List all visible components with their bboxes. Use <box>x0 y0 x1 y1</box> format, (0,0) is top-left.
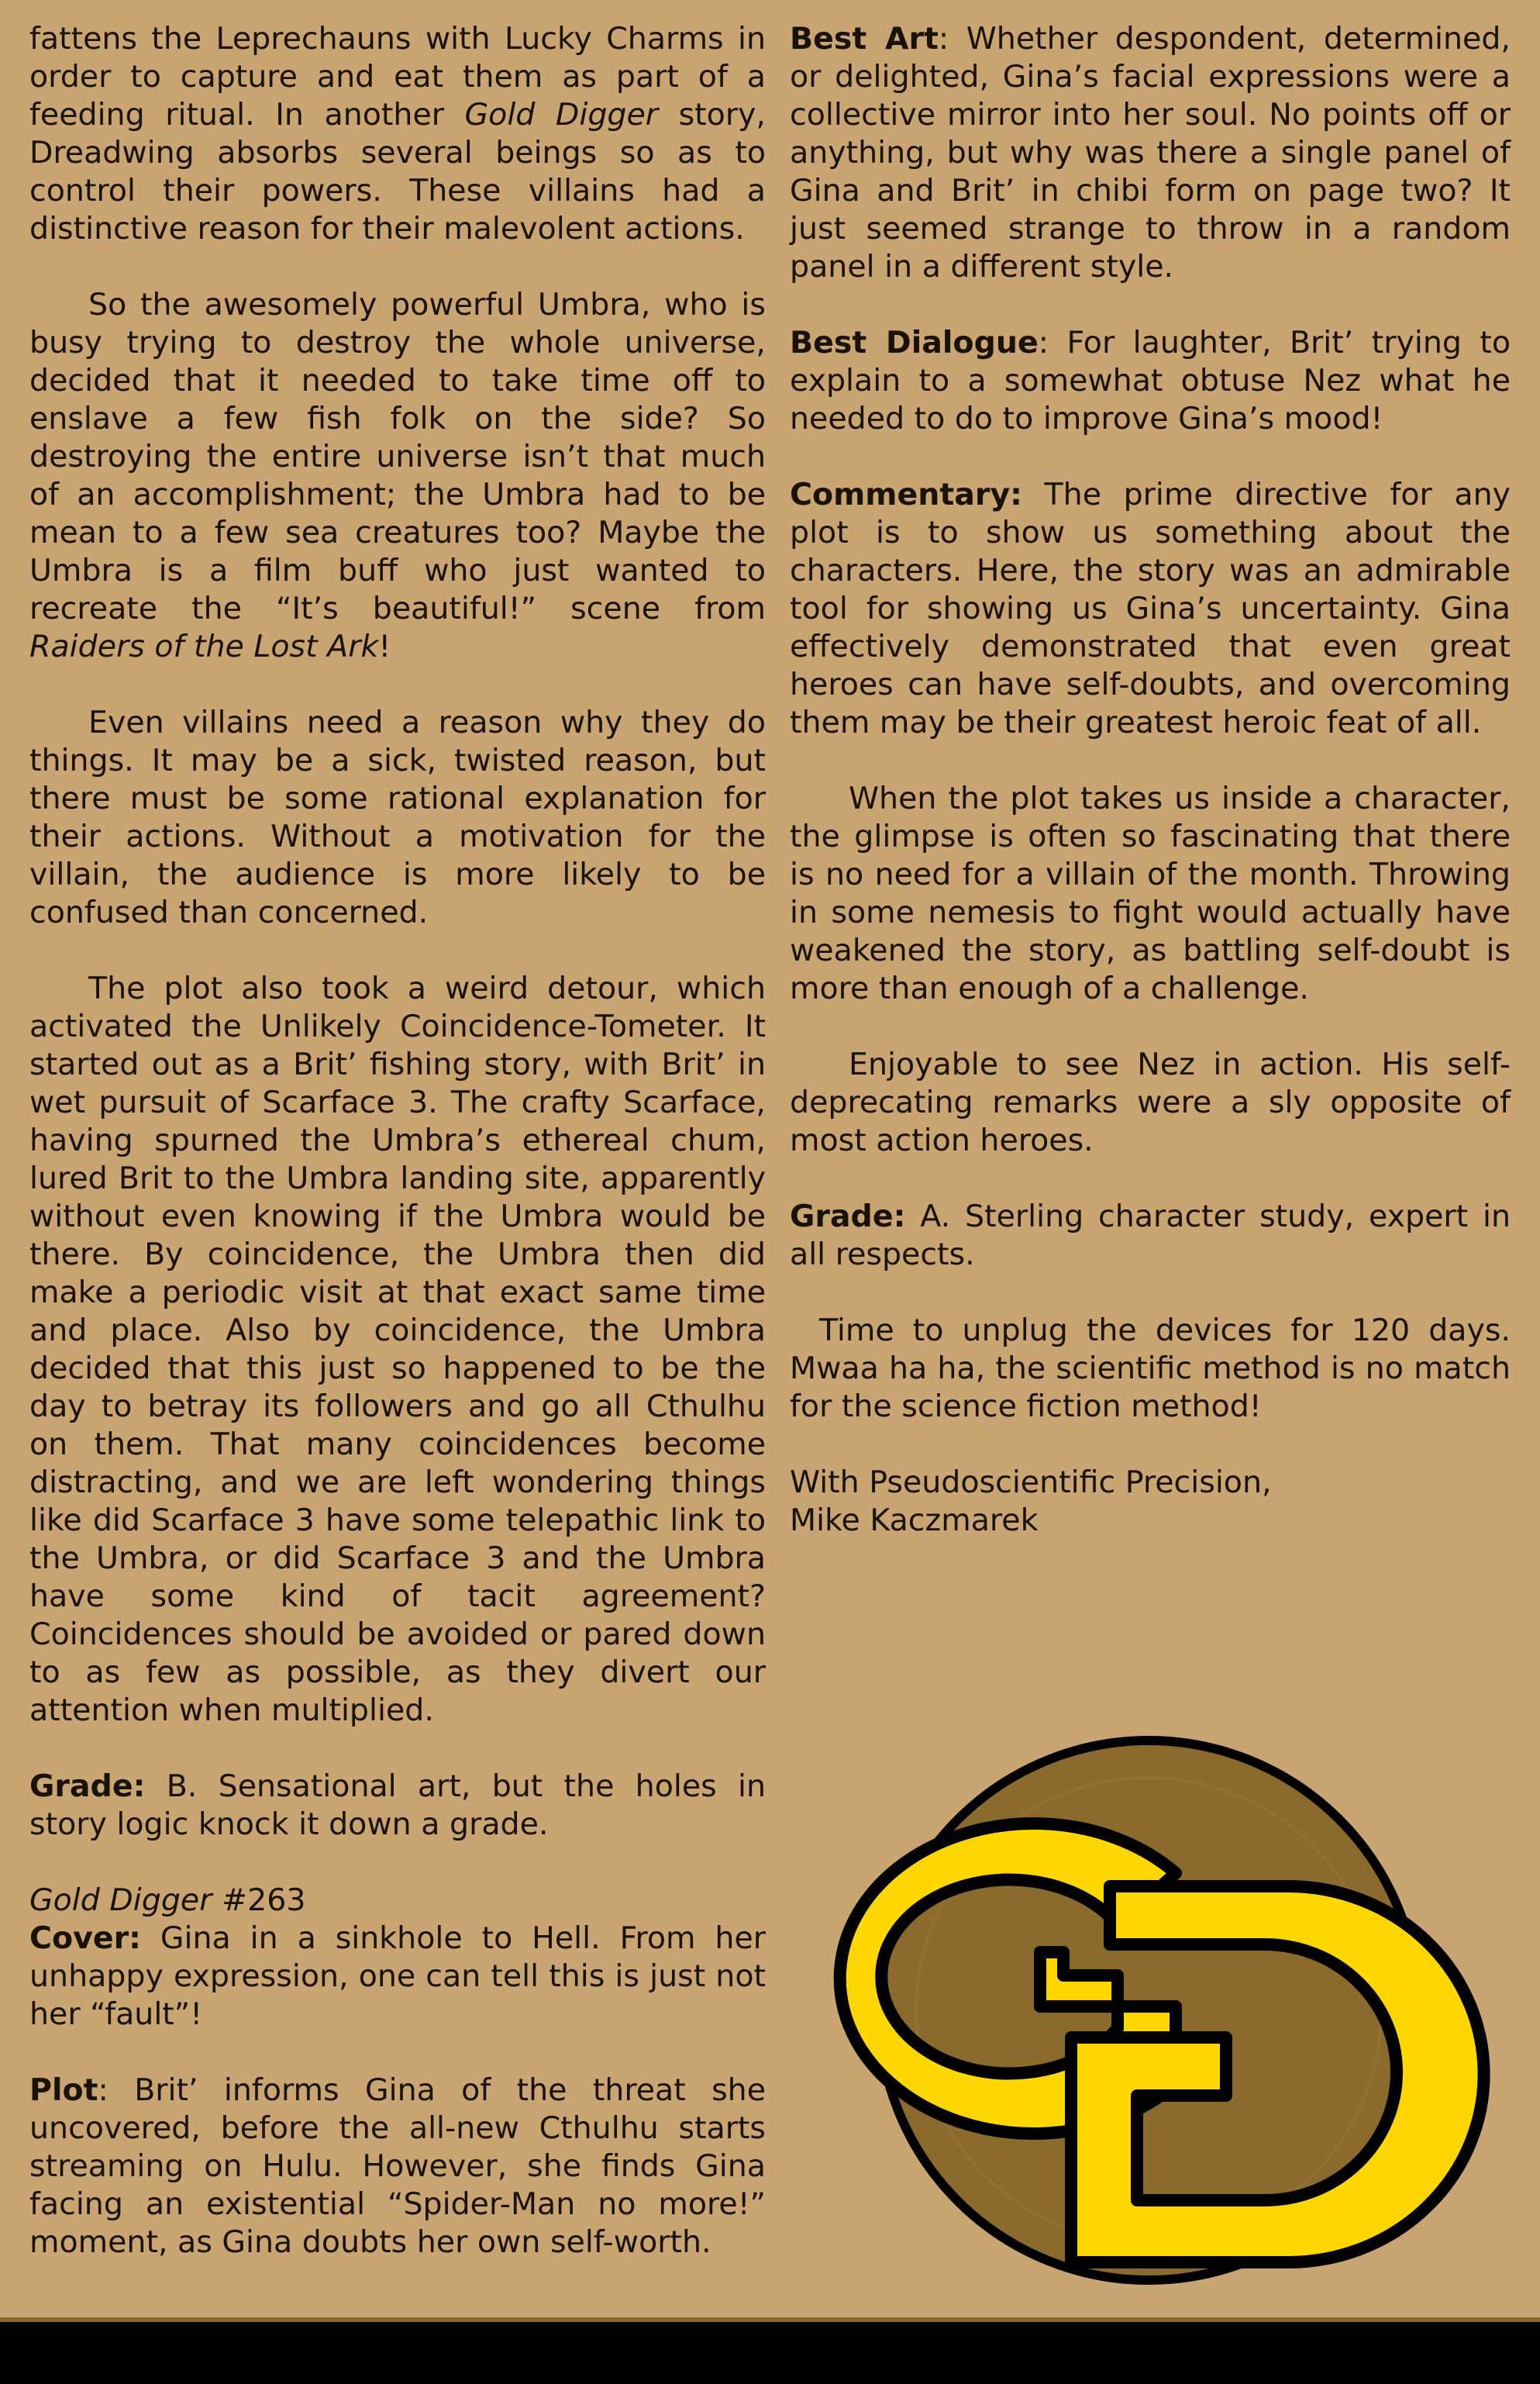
grade-263: Grade: A. Sterling character study, expert in all respects. <box>790 1199 1511 1272</box>
comic-title: Gold Digger <box>464 97 659 133</box>
best-dialogue-section: Best Dialogue: For laughter, Brit’ trying to explain to a somewhat obtuse Nez what he needed to do to improve Gina’s mood! <box>790 325 1511 436</box>
best-art-label: Best Art <box>790 21 939 57</box>
commentary-label: Commentary: <box>790 477 1022 512</box>
grade-262: Grade: B. Sensational art, but the holes in story logic knock it down a grade. <box>29 1768 766 1842</box>
grade-label: Grade: <box>29 1768 146 1804</box>
plot-label: Plot <box>29 2072 98 2108</box>
plot-section: Plot: Brit’ informs Gina of the threat she uncovered, before the all-new Cthulhu starts streaming on Hulu. However, she finds Gina facing an existential “Spider-Man no more!” moment, as Gina doubts her own self-worth. <box>29 2072 766 2260</box>
cover-section: Cover: Gina in a sinkhole to Hell. From her unhappy expression, one can tell this is just not her “fault”! <box>29 1920 766 2032</box>
cover-label: Cover: <box>29 1920 141 1956</box>
signoff: With Pseudoscientific Precision, <box>790 1465 1272 1500</box>
paragraph-villain-motives: fattens the Leprechauns with Lucky Charms in order to capture and eat them as part of a feeding ritual. In another Gold Digger story, Dreadwing absorbs several beings so as to control their powers. These villains had a distinctive reason for their malevolent actions. <box>29 21 766 247</box>
issue-number: #263 <box>212 1882 306 1918</box>
paragraph-nez: Enjoyable to see Nez in action. His self-deprecating remarks were a sly opposite of most action heroes. <box>790 1047 1511 1158</box>
best-art-section: Best Art: Whether despondent, determined, or delighted, Gina’s facial expressions were a collective mirror into her soul. No points off or anything, but why was there a single panel of Gina and Brit’ in chibi form on page two? It just seemed strange to throw in a random panel in a different style. <box>790 21 1511 285</box>
issue-heading <box>29 1882 766 1920</box>
gd-logo-icon <box>784 1720 1528 2293</box>
paragraph-coincidence: The plot also took a weird detour, which activated the Unlikely Coincidence-Tometer. It started out as a Brit’ fishing story, with Brit’ in wet pursuit of Scarface 3. The crafty Scarface, having spurned the Umbra’s ethereal chum, lured Brit to the Umbra landing site, apparently without even knowing if the Umbra would be there. By coincidence, the Umbra then did make a periodic visit at that exact same time and place. Also by coincidence, the Umbra decided that this just so happened to be the day to betray its followers and go all Cthulhu on them. That many coincidences become distracting, and we are left wondering things like did Scarface 3 have some telepathic link to the Umbra, or did Scarface 3 and the Umbra have some kind of tacit agreement? Coincidences should be avoided or pared down to as few as possible, as they divert our attention when multiplied. <box>29 971 766 1728</box>
author-name: Mike Kaczmarek <box>790 1503 1039 1538</box>
paragraph-unplug: Time to unplug the devices for 120 days. Mwaa ha ha, the scientific method is no match for the science fiction method! <box>790 1313 1511 1424</box>
right-column <box>790 20 1511 1540</box>
paragraph-umbra: So the awesomely powerful Umbra, who is busy trying to destroy the whole universe, decided that it needed to take time off to enslave a few fish folk on the side? So destroying the entire universe isn’t that much of an accomplishment; the Umbra had to be mean to a few sea creatures too? Maybe the Umbra is a film buff who just wanted to recreate the “It’s beautiful!” scene from Raiders of the Lost Ark! <box>29 287 766 664</box>
paragraph-inside-character: When the plot takes us inside a character, the glimpse is often so fascinating that there is no need for a villain of the month. Throwing in some nemesis to fight would actually have weakened the story, as battling self-doubt is more than enough of a challenge. <box>790 781 1511 1006</box>
issue-title: Gold Digger <box>29 1882 212 1918</box>
commentary-section: Commentary: The prime directive for any plot is to show us something about the characters. Here, the story was an admirable tool for showing us Gina’s uncertainty. Gina effectively demonstrated that even great heroes can have self-doubts, and overcoming them may be their greatest heroic feat of all. <box>790 477 1511 740</box>
paragraph-reason: Even villains need a reason why they do things. It may be a sick, twisted reason, but there must be some rational explanation for their actions. Without a motivation for the villain, the audience is more likely to be confused than concerned. <box>29 705 766 930</box>
best-dialogue-label: Best Dialogue <box>790 325 1039 361</box>
film-title: Raiders of the Lost Ark <box>29 629 379 664</box>
footer-bar <box>0 2322 1540 2384</box>
grade-label: Grade: <box>790 1199 906 1234</box>
left-column <box>29 20 766 2299</box>
